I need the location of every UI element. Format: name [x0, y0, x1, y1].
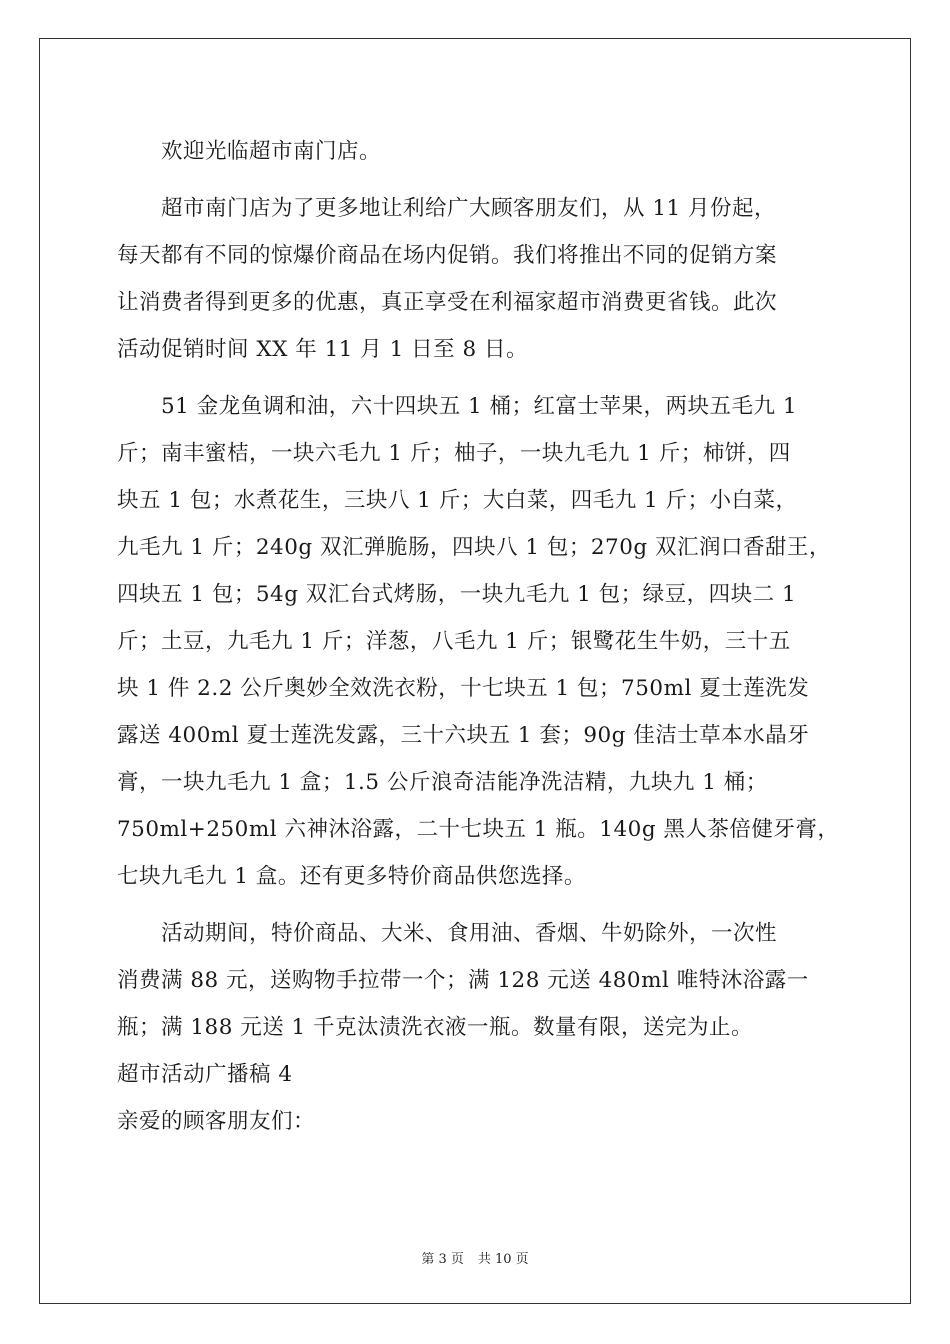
page-number: 第 3 页 [421, 1252, 464, 1267]
text-line: 块五 1 包；水煮花生，三块八 1 斤；大白菜，四毛九 1 斤；小白菜， [117, 488, 798, 513]
paragraph-intro [117, 185, 837, 373]
text-line: 斤；南丰蜜桔，一块六毛九 1 斤；柚子，一块九毛九 1 斤；柿饼，四 [117, 441, 791, 466]
paragraph-gift-offer [117, 910, 837, 1051]
text-line: 瓶；满 188 元送 1 千克汰渍洗衣液一瓶。数量有限，送完为止。 [117, 1015, 754, 1040]
paragraph-price-list [117, 383, 840, 900]
text-line: 膏，一块九毛九 1 盒；1.5 公斤浪奇洁能净洗洁精，九块九 1 桶； [117, 770, 768, 795]
text-line: 51 金龙鱼调和油，六十四块五 1 桶；红富士苹果，两块五毛九 1 [161, 394, 798, 419]
paragraph-welcome [117, 128, 837, 175]
page-footer [0, 1248, 950, 1267]
text-line: 活动期间，特价商品、大米、食用油、香烟、牛奶除外，一次性 [161, 921, 778, 946]
text-line: 七块九毛九 1 盒。还有更多特价商品供您选择。 [117, 864, 586, 889]
text-line: 九毛九 1 斤；240g 双汇弹脆肠，四块八 1 包；270g 双汇润口香甜王， [117, 535, 831, 560]
text-line: 块 1 件 2.2 公斤奥妙全效洗衣粉，十七块五 1 包；750ml 夏士莲洗发 [117, 676, 810, 701]
text-line: 让消费者得到更多的优惠，真正享受在利福家超市消费更省钱。此次 [117, 290, 778, 315]
text-line: 欢迎光临超市南门店。 [161, 139, 382, 164]
text-line: 活动促销时间 XX 年 11 月 1 日至 8 日。 [117, 337, 529, 362]
text-line: 超市南门店为了更多地让利给广大顾客朋友们，从 11 月份起， [161, 196, 777, 221]
text-line: 消费满 88 元，送购物手拉带一个；满 128 元送 480ml 唯特沐浴露一 [117, 968, 809, 993]
text-line: 亲爱的顾客朋友们： [117, 1109, 316, 1134]
text-line: 斤；土豆，九毛九 1 斤；洋葱，八毛九 1 斤；银鹭花生牛奶，三十五 [117, 629, 791, 654]
salutation [117, 1098, 837, 1145]
text-line: 750ml+250ml 六神沐浴露，二十七块五 1 瓶。140g 黑人茶倍健牙膏， [117, 817, 840, 842]
page-total: 共 10 页 [477, 1252, 529, 1267]
text-line: 每天都有不同的惊爆价商品在场内促销。我们将推出不同的促销方案 [117, 243, 778, 268]
document-body [117, 128, 840, 1145]
text-line: 超市活动广播稿 4 [117, 1062, 293, 1087]
section-title [117, 1051, 837, 1098]
text-line: 四块五 1 包；54g 双汇台式烤肠，一块九毛九 1 包；绿豆，四块二 1 [117, 582, 797, 607]
text-line: 露送 400ml 夏士莲洗发露，三十六块五 1 套；90g 佳洁士草本水晶牙 [117, 723, 810, 748]
